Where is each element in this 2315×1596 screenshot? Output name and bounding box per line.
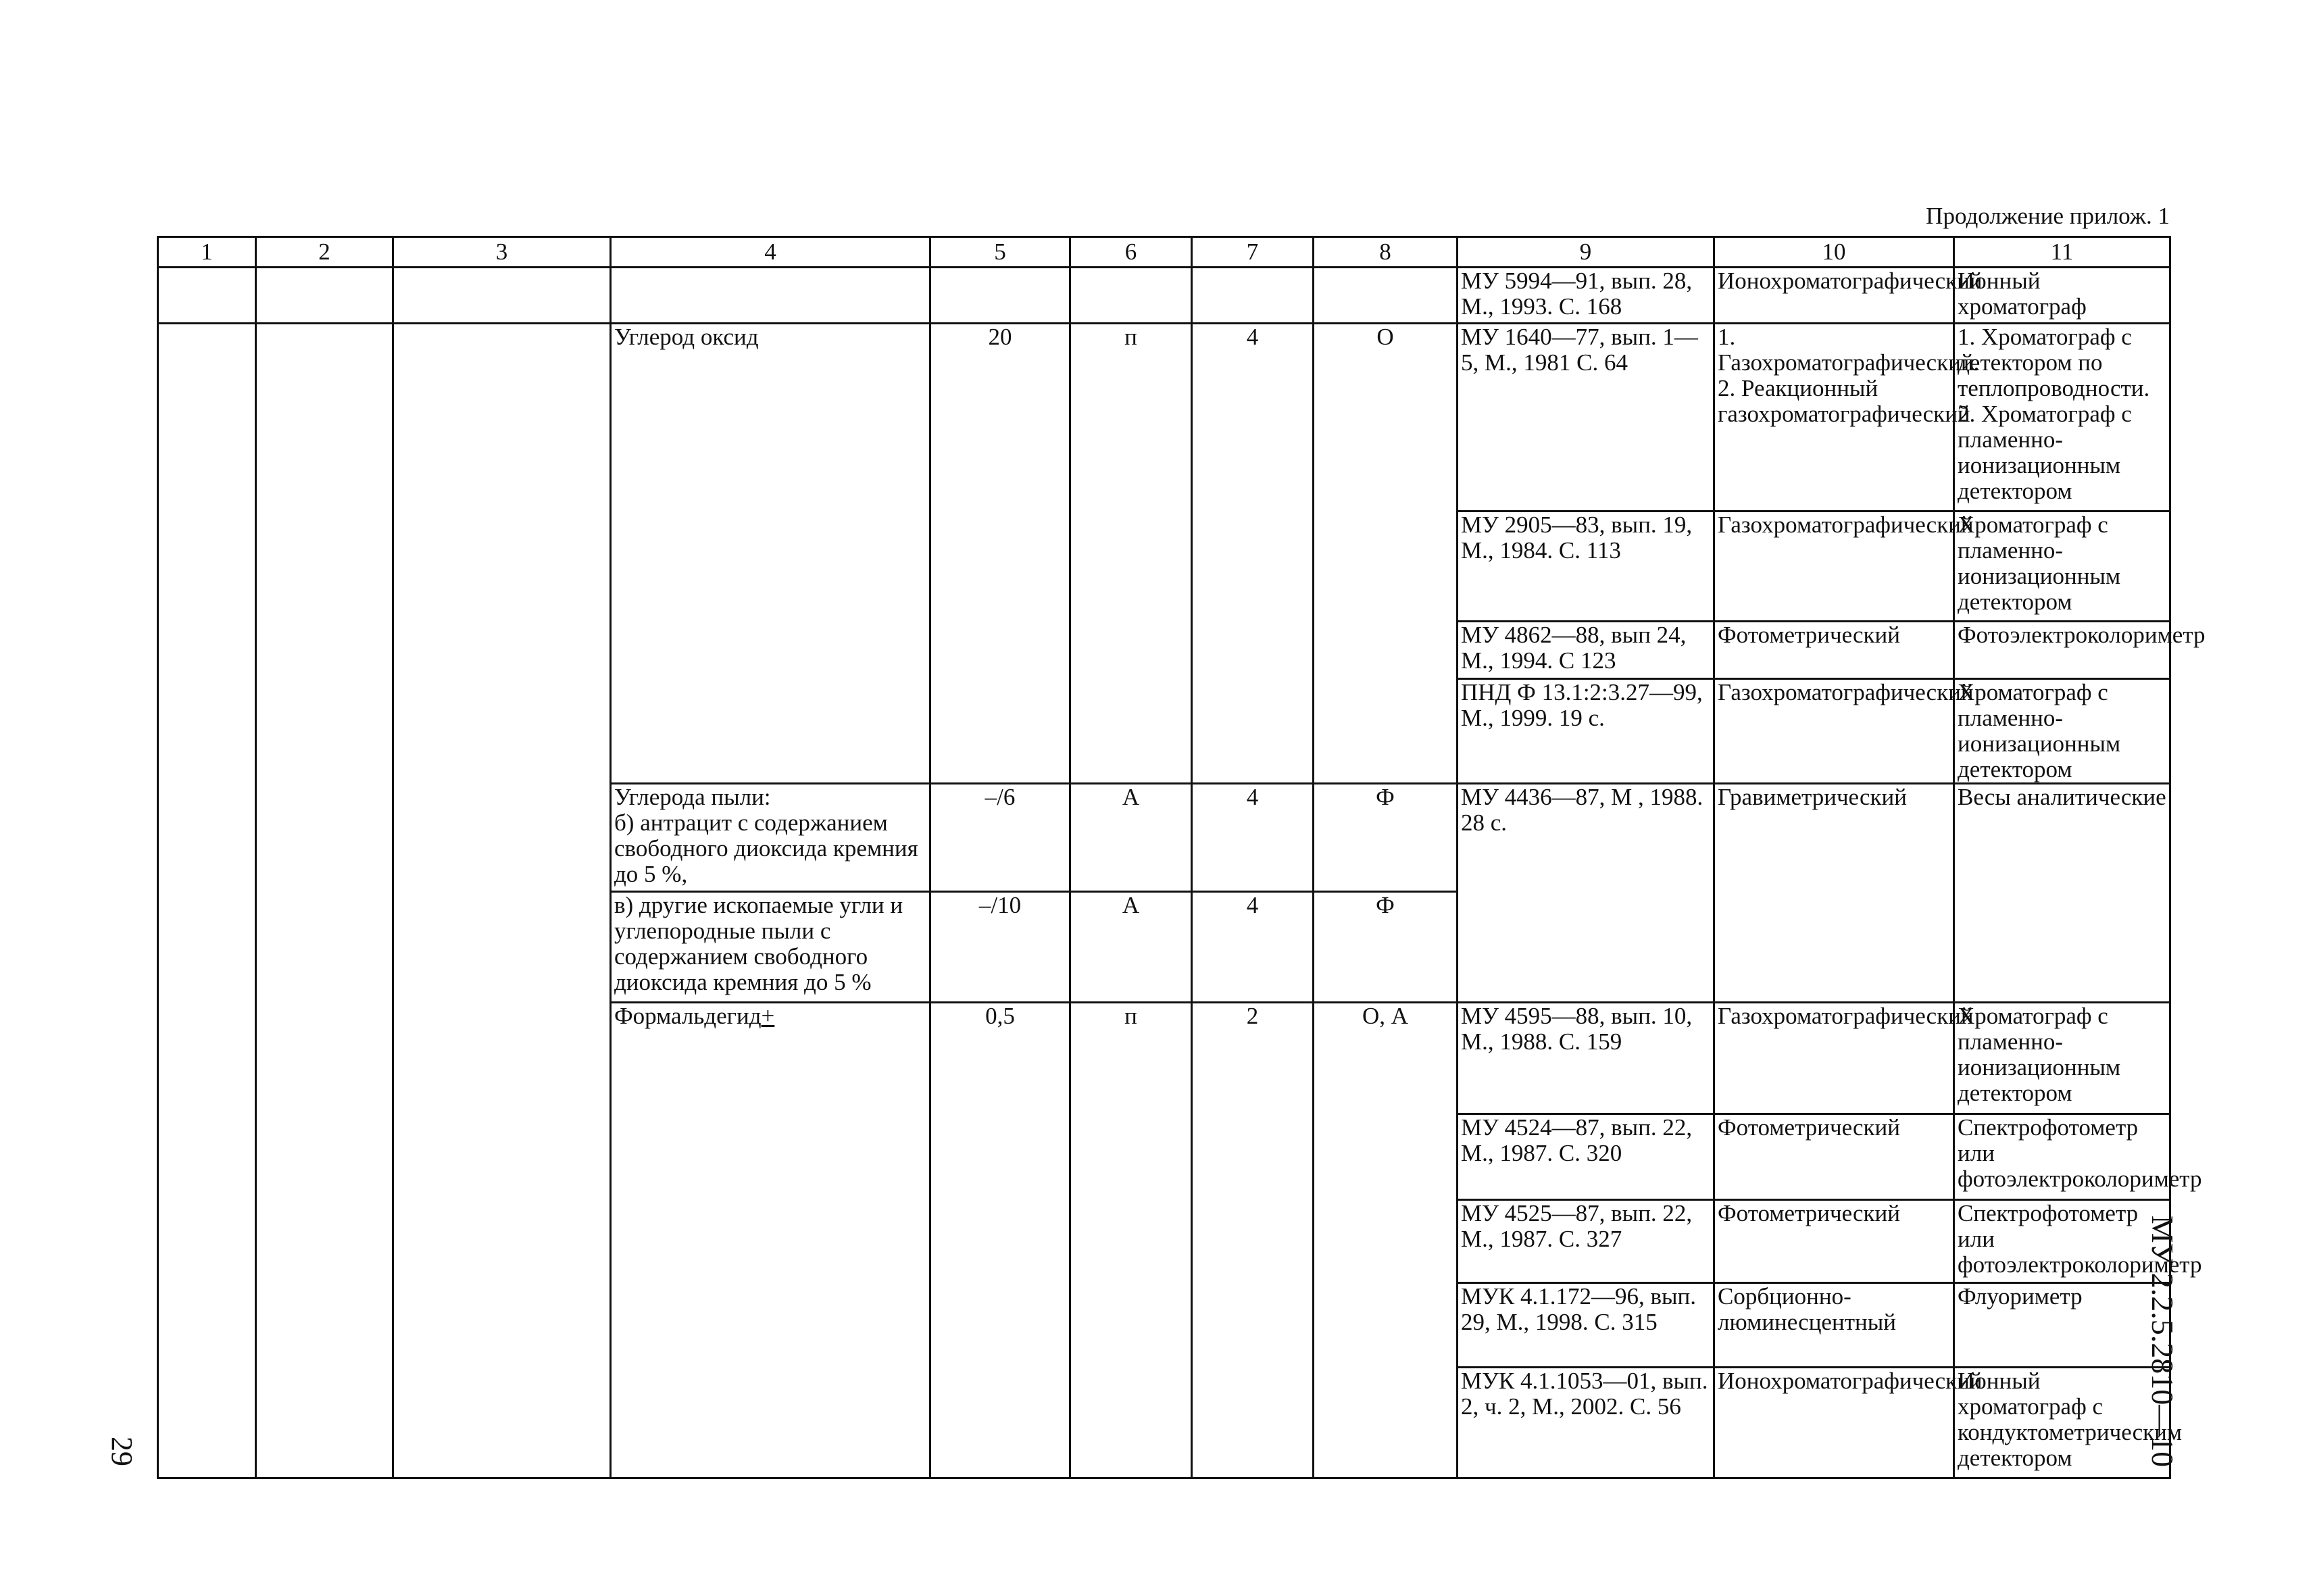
substance-group-title: Углерода пыли: bbox=[614, 784, 771, 810]
cell-empty bbox=[158, 268, 256, 324]
method-type: Сорбционно-люминесцентный bbox=[1714, 1283, 1954, 1368]
method-reference: МУ 4862—88, вып 24, М., 1994. С 123 bbox=[1458, 622, 1714, 679]
instrument: Фотоэлектроколориметр bbox=[1954, 622, 2170, 679]
method-type: Фотометрический bbox=[1714, 1200, 1954, 1283]
continuation-label: Продолжение прилож. 1 bbox=[1926, 203, 2170, 229]
substance-name bbox=[611, 784, 930, 892]
column-header-1: 1 bbox=[158, 237, 256, 268]
cell-empty bbox=[1070, 268, 1192, 324]
column-header-4: 4 bbox=[611, 237, 930, 268]
hazard-class: 4 bbox=[1192, 324, 1314, 784]
document-id: МУ 2.2.5.2810—10 bbox=[2145, 1215, 2180, 1468]
substance-name-text: Формальдегид bbox=[614, 1003, 762, 1029]
method-type: Гравиметрический bbox=[1714, 784, 1954, 1003]
cell-empty bbox=[393, 324, 611, 1478]
mac-value: 0,5 bbox=[930, 1003, 1070, 1478]
cell-empty bbox=[256, 268, 393, 324]
column-header-3: 3 bbox=[393, 237, 611, 268]
aggregate-state: п bbox=[1070, 324, 1192, 784]
method-type: Ионохроматографический bbox=[1714, 1368, 1954, 1478]
cell-empty bbox=[158, 324, 256, 1478]
method-type: Ионохроматографический bbox=[1714, 268, 1954, 324]
allergen-mark: + bbox=[761, 1003, 775, 1029]
substance-name: Углерод оксид bbox=[611, 324, 930, 784]
method-reference: МУК 4.1.1053—01, вып. 2, ч. 2, М., 2002. С. 56 bbox=[1458, 1368, 1714, 1478]
method-reference: МУК 4.1.172—96, вып. 29, М., 1998. С. 315 bbox=[1458, 1283, 1714, 1368]
method-reference: МУ 4436—87, М , 1988. 28 с. bbox=[1458, 784, 1714, 1003]
hazard-class: 2 bbox=[1192, 1003, 1314, 1478]
method-type: Газохроматографический bbox=[1714, 512, 1954, 622]
aggregate-state: А bbox=[1070, 892, 1192, 1003]
column-header-8: 8 bbox=[1314, 237, 1458, 268]
method-type-item: 1. Газохроматографический. bbox=[1718, 324, 1980, 376]
method-reference: МУ 5994—91, вып. 28, М., 1993. С. 168 bbox=[1458, 268, 1714, 324]
method-reference: ПНД Ф 13.1:2:3.27—99, М., 1999. 19 с. bbox=[1458, 679, 1714, 784]
hygiene-standards-table bbox=[157, 236, 2206, 1479]
instrument-item: 1. Хроматограф с детектором по теплопроводности. bbox=[1958, 324, 2150, 401]
column-header-7: 7 bbox=[1192, 237, 1314, 268]
table-row bbox=[158, 324, 2170, 512]
method-type: Фотометрический bbox=[1714, 622, 1954, 679]
instrument-item: 2. Хроматограф с пламенно-ионизационным детектором bbox=[1958, 401, 2132, 504]
method-type: Газохроматографический bbox=[1714, 679, 1954, 784]
column-number-row bbox=[158, 237, 2170, 268]
instrument bbox=[1954, 324, 2170, 512]
method-type-item: 2. Реакционный газохроматографический bbox=[1718, 375, 1970, 427]
mac-value: –/10 bbox=[930, 892, 1070, 1003]
aggregate-state: А bbox=[1070, 784, 1192, 892]
method-reference: МУ 2905—83, вып. 19, М., 1984. С. 113 bbox=[1458, 512, 1714, 622]
page-number: 29 bbox=[105, 1437, 139, 1466]
substance-name bbox=[611, 1003, 930, 1478]
method-reference: МУ 4595—88, вып. 10, М., 1988. С. 159 bbox=[1458, 1003, 1714, 1114]
instrument: Ионный хроматограф с кондуктометрическим детектором bbox=[1954, 1368, 2170, 1478]
substance-subitem: в) другие ископаемые угли и углепородные пыли с содержанием свободного диоксида кремния до 5 % bbox=[611, 892, 930, 1003]
effect-type: Ф bbox=[1314, 892, 1458, 1003]
instrument: Хроматограф с пламенно-ионизационным детектором bbox=[1954, 679, 2170, 784]
cell-empty bbox=[611, 268, 930, 324]
instrument: Спектрофотометр или фотоэлектроколориметр bbox=[1954, 1114, 2170, 1200]
hazard-class: 4 bbox=[1192, 784, 1314, 892]
mac-value: –/6 bbox=[930, 784, 1070, 892]
method-reference: МУ 4524—87, вып. 22, М., 1987. С. 320 bbox=[1458, 1114, 1714, 1200]
method-type bbox=[1714, 324, 1980, 512]
instrument: Весы аналитические bbox=[1954, 784, 2170, 1003]
method-type: Газохроматографический bbox=[1714, 1003, 1954, 1114]
effect-type: Ф bbox=[1314, 784, 1458, 892]
column-header-5: 5 bbox=[930, 237, 1070, 268]
instrument: Хроматограф с пламенно-ионизационным детектором bbox=[1954, 512, 2170, 622]
column-header-10: 10 bbox=[1714, 237, 1954, 268]
aggregate-state: п bbox=[1070, 1003, 1192, 1478]
mac-value: 20 bbox=[930, 324, 1070, 784]
instrument: Хроматограф с пламенно-ионизационным детектором bbox=[1954, 1003, 2170, 1114]
column-header-2: 2 bbox=[256, 237, 393, 268]
method-type: Фотометрический bbox=[1714, 1114, 1954, 1200]
hazard-class: 4 bbox=[1192, 892, 1314, 1003]
cell-empty bbox=[930, 268, 1070, 324]
cell-empty bbox=[256, 324, 393, 1478]
effect-type: О, А bbox=[1314, 1003, 1458, 1478]
instrument: Спектрофотометр или фотоэлектроколориметр bbox=[1954, 1200, 2170, 1283]
column-header-9: 9 bbox=[1458, 237, 1714, 268]
cell-empty bbox=[1192, 268, 1314, 324]
cell-empty bbox=[1314, 268, 1458, 324]
column-header-11: 11 bbox=[1954, 237, 2170, 268]
instrument: Флуориметр bbox=[1954, 1283, 2170, 1368]
column-header-6: 6 bbox=[1070, 237, 1192, 268]
method-reference: МУ 4525—87, вып. 22, М., 1987. С. 327 bbox=[1458, 1200, 1714, 1283]
substance-subitem: б) антрацит с содержанием свободного диоксида кремния до 5 %, bbox=[614, 809, 918, 887]
table-row bbox=[158, 268, 2170, 324]
instrument: Ионный хроматограф bbox=[1954, 268, 2170, 324]
cell-empty bbox=[393, 268, 611, 324]
method-reference: МУ 1640—77, вып. 1—5, М., 1981 С. 64 bbox=[1458, 324, 1714, 512]
effect-type: О bbox=[1314, 324, 1458, 784]
